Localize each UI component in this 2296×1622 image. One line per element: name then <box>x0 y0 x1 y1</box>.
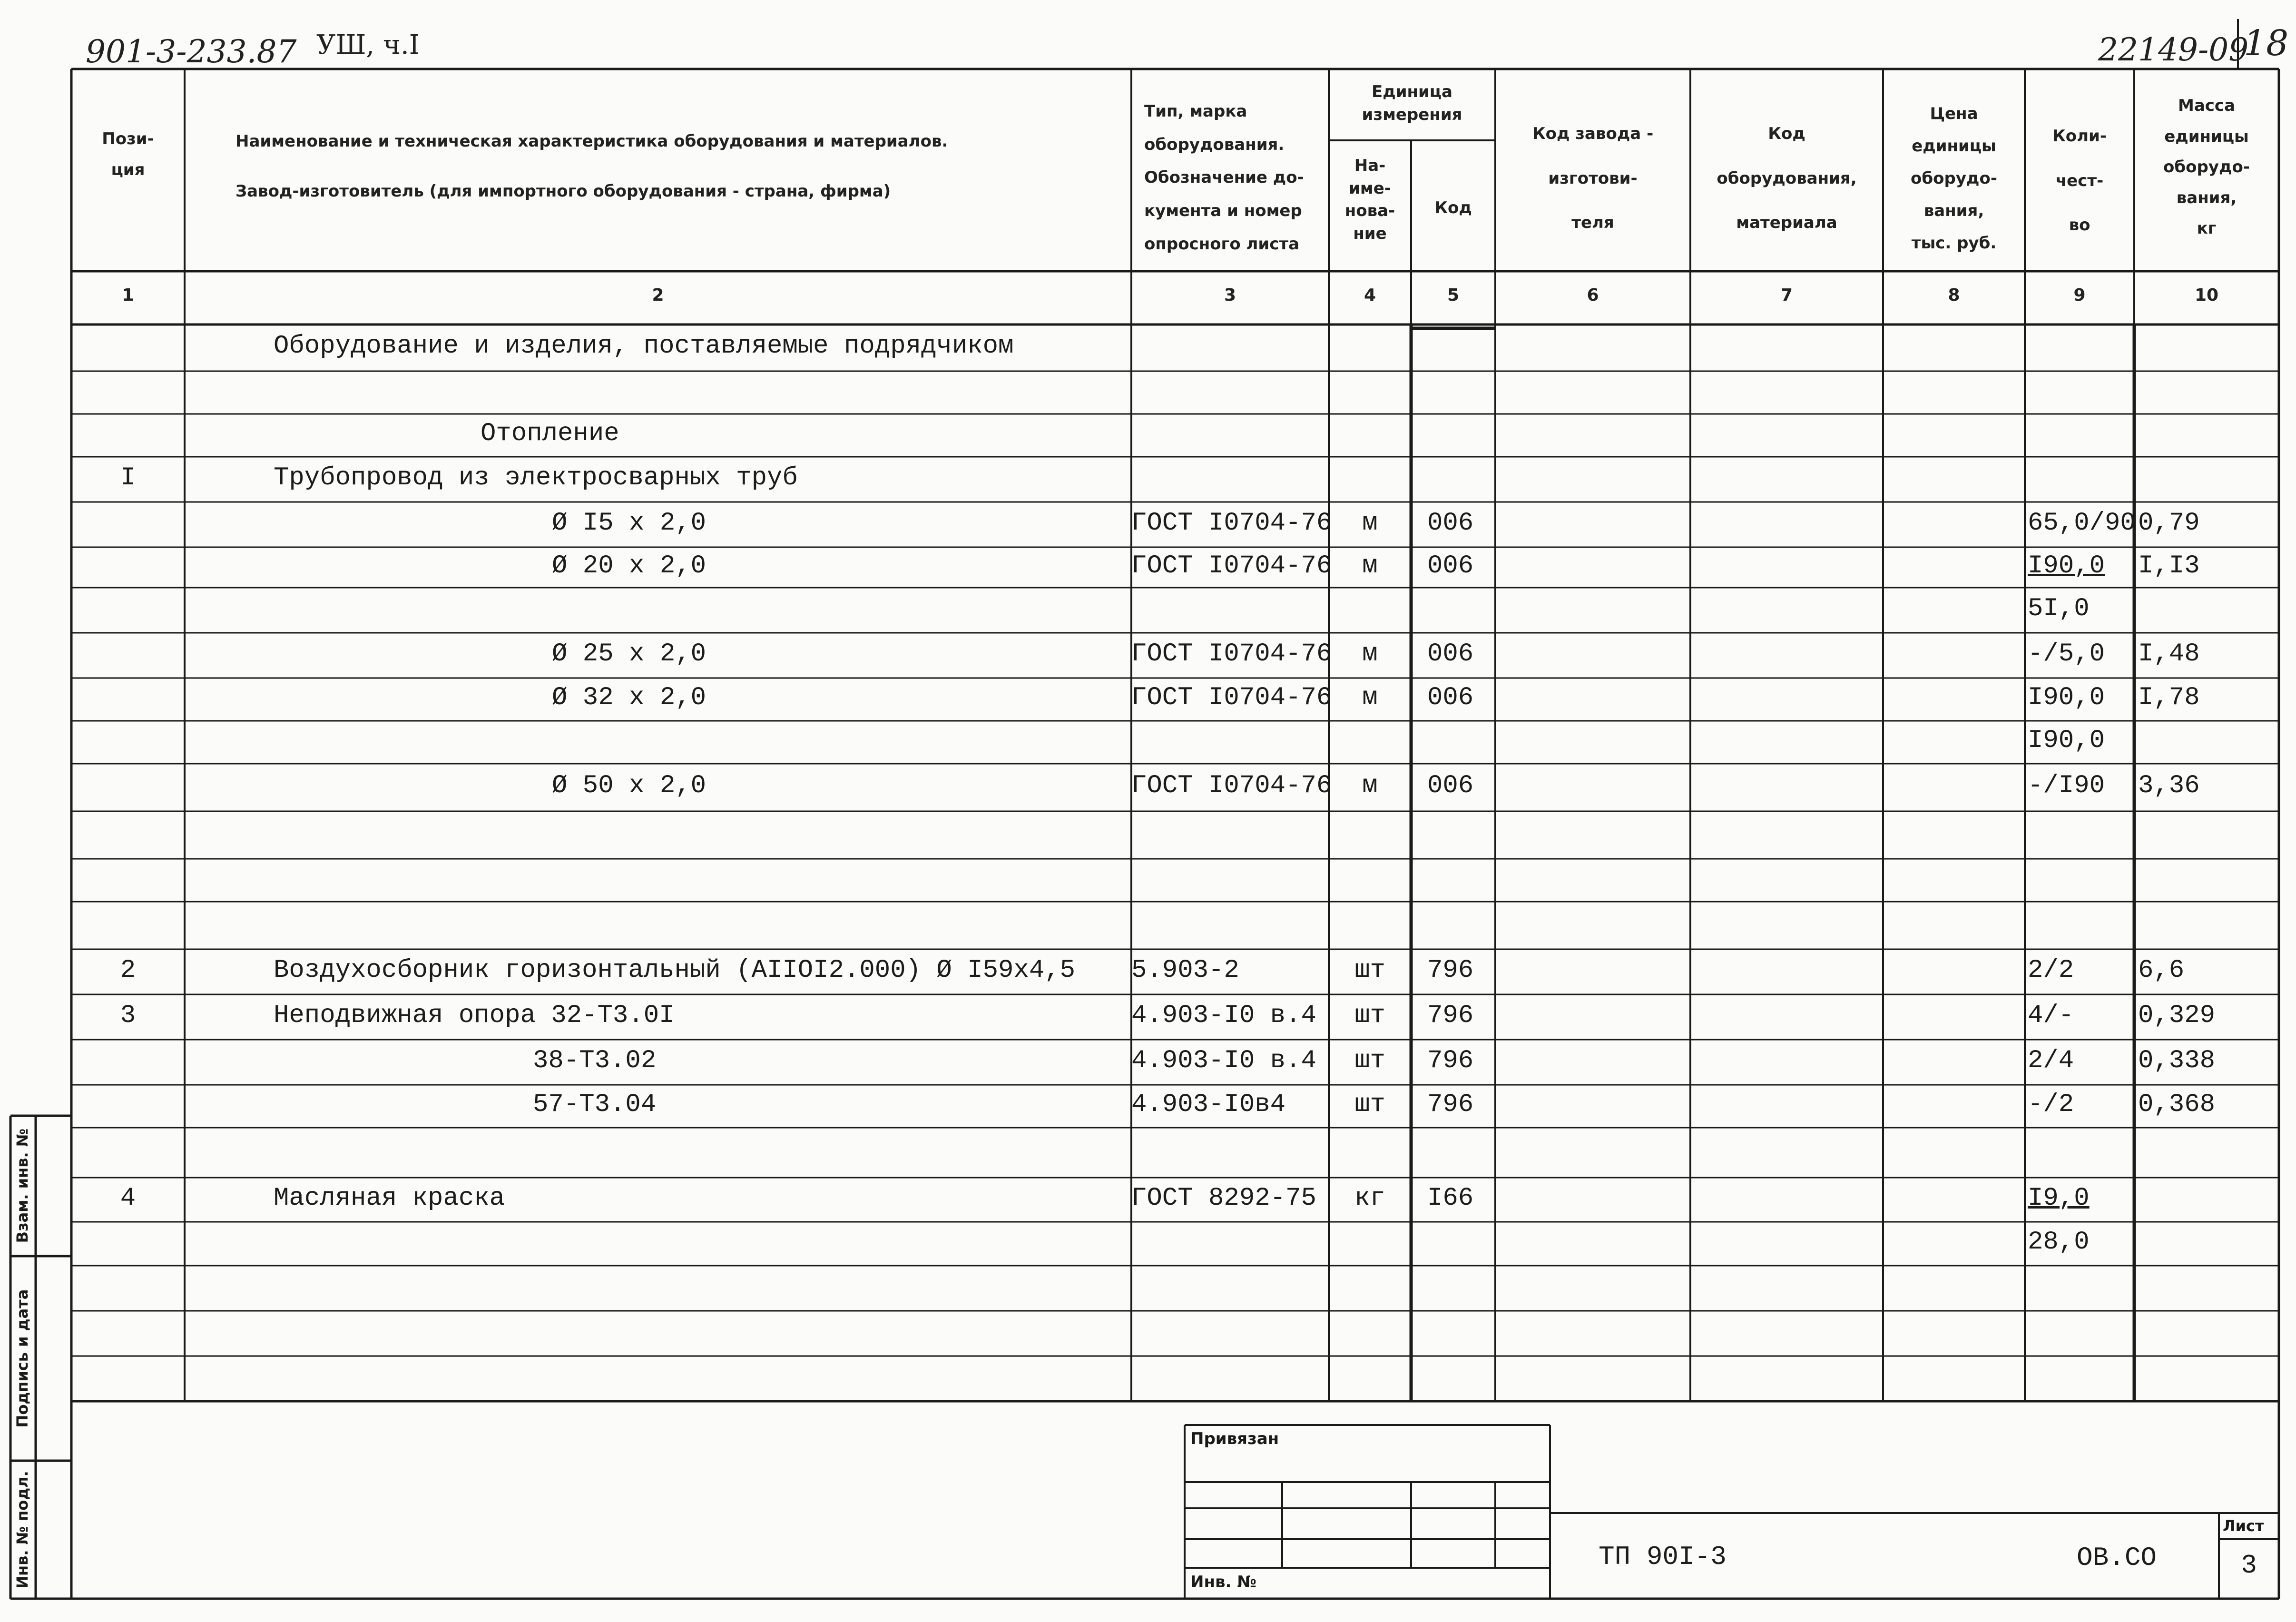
cell-unit: шт <box>1354 1046 1385 1075</box>
cell-name: Масляная краска <box>274 1183 505 1213</box>
cell-unit: шт <box>1354 1001 1385 1030</box>
cell-type: ГОСТ I0704-76 <box>1131 771 1332 800</box>
col-number: 3 <box>1224 285 1236 305</box>
volume-label: УШ, ч.I <box>316 29 420 60</box>
cell-mass: I,78 <box>2138 683 2200 712</box>
col-header-unit-mass: Масса единицы оборудо- вания, кг <box>2163 96 2250 238</box>
doc-code: 901-3-233.87 <box>86 33 297 70</box>
cell-name: 38-Т3.02 <box>533 1046 657 1075</box>
replace-inv-label: Взам. инв. № <box>13 1128 31 1243</box>
cell-name: Ø I5 x 2,0 <box>552 508 706 538</box>
cell-mass: 0,79 <box>2138 508 2200 538</box>
cell-unit: м <box>1362 551 1378 580</box>
cell-code: 796 <box>1427 1090 1474 1119</box>
col-number: 6 <box>1587 285 1599 305</box>
cell-name: Трубопровод из электросварных труб <box>274 463 798 492</box>
cell-name: Ø 25 x 2,0 <box>552 639 706 668</box>
cell-name: Отопление <box>481 419 619 448</box>
col-header-unit-code: Код <box>1434 198 1472 217</box>
cell-qty: 5I,0 <box>2028 594 2090 623</box>
cell-mass: 0,338 <box>2138 1046 2216 1075</box>
cell-name: Оборудование и изделия, поставляемые подрядчиком <box>274 332 1014 361</box>
cell-type: ГОСТ 8292-75 <box>1131 1183 1316 1213</box>
cell-code: 006 <box>1427 771 1474 800</box>
cell-mass: I,48 <box>2138 639 2200 668</box>
cell-type: 4.903-I0 в.4 <box>1131 1046 1316 1075</box>
col-header-equipment-code: Код оборудования, материала <box>1717 124 1857 232</box>
cell-mass: 3,36 <box>2138 771 2200 800</box>
signature-date-label: Подпись и дата <box>13 1289 31 1428</box>
col-header-type: Тип, марка оборудования. Обозначение до- кумента и номер опросного листа <box>1144 102 1304 254</box>
cell-code: 796 <box>1427 955 1474 985</box>
cell-mass: 0,368 <box>2138 1090 2216 1119</box>
cell-qty: 2/2 <box>2028 955 2074 985</box>
cell-pos: I <box>120 463 136 492</box>
col-number: 4 <box>1364 285 1376 305</box>
cell-type: 5.903-2 <box>1131 955 1239 985</box>
cell-type: 4.903-I0 в.4 <box>1131 1001 1316 1030</box>
cell-type: 4.903-I0в4 <box>1131 1090 1286 1119</box>
cell-unit: м <box>1362 771 1378 800</box>
cell-name: Ø 32 x 2,0 <box>552 683 706 712</box>
cell-type: ГОСТ I0704-76 <box>1131 551 1332 580</box>
cell-code: 006 <box>1427 639 1474 668</box>
corner-sheet-number: 18 <box>2244 23 2289 64</box>
cell-name: 57-Т3.04 <box>533 1090 657 1119</box>
cell-unit: шт <box>1354 1090 1385 1119</box>
cell-mass: I,I3 <box>2138 551 2200 580</box>
cell-unit: м <box>1362 683 1378 712</box>
cell-qty: 4/- <box>2028 1001 2074 1030</box>
cell-qty: I9,0 <box>2028 1183 2090 1213</box>
col-number: 5 <box>1447 285 1460 305</box>
bound-label: Привязан <box>1190 1429 1279 1448</box>
inv-number-label: Инв. № <box>1190 1573 1257 1592</box>
cell-qty: -/I90 <box>2028 771 2105 800</box>
cell-name: Неподвижная опора 32-Т3.0I <box>274 1001 675 1030</box>
cell-unit: м <box>1362 508 1378 538</box>
col-header-unit-name: На- име- нова- ние <box>1344 156 1395 243</box>
cell-qty: 2/4 <box>2028 1046 2074 1075</box>
cell-code: I66 <box>1427 1183 1474 1213</box>
cell-name: Воздухосборник горизонтальный (АIIОI2.000) Ø I59x4,5 <box>274 955 1076 985</box>
col-number: 10 <box>2194 285 2219 305</box>
col-number: 2 <box>652 285 664 305</box>
cell-code: 796 <box>1427 1046 1474 1075</box>
cell-unit: м <box>1362 639 1378 668</box>
archive-number: 22149-09 <box>2098 31 2249 68</box>
col-number: 7 <box>1780 285 1793 305</box>
col-number: 8 <box>1948 285 1960 305</box>
cell-type: ГОСТ I0704-76 <box>1131 683 1332 712</box>
cell-qty: 28,0 <box>2028 1228 2090 1257</box>
cell-qty: 65,0/90 <box>2028 508 2136 538</box>
original-inv-label: Инв. № подл. <box>13 1471 31 1589</box>
cell-code: 006 <box>1427 508 1474 538</box>
cell-qty: -/5,0 <box>2028 639 2105 668</box>
cell-qty: I90,0 <box>2028 683 2105 712</box>
cell-code: 006 <box>1427 683 1474 712</box>
sheet-number: 3 <box>2241 1550 2257 1581</box>
cell-pos: 2 <box>120 955 136 985</box>
cell-type: ГОСТ I0704-76 <box>1131 508 1332 538</box>
cell-qty: I90,0 <box>2028 551 2105 580</box>
cell-qty: -/2 <box>2028 1090 2074 1119</box>
col-header-name: Наименование и техническая характеристика оборудования и материалов. Завод-изготовитель (для импортного оборудования - страна, фирма) <box>235 132 948 201</box>
cell-unit: шт <box>1354 955 1385 985</box>
cell-code: 006 <box>1427 551 1474 580</box>
cell-pos: 3 <box>120 1001 136 1030</box>
cell-unit: кг <box>1354 1183 1385 1213</box>
cell-type: ГОСТ I0704-76 <box>1131 639 1332 668</box>
doc-designation: ТП 90I-3 <box>1599 1542 1727 1572</box>
col-header-unit-price: Цена единицы оборудо- вания, тыс. руб. <box>1911 104 1997 253</box>
cell-name: Ø 50 x 2,0 <box>552 771 706 800</box>
sheet-label: Лист <box>2223 1517 2264 1535</box>
col-header-quantity: Коли- чест- во <box>2052 127 2107 235</box>
col-number: 1 <box>122 285 134 305</box>
cell-name: Ø 20 x 2,0 <box>552 551 706 580</box>
col-header-position: Пози- ция <box>102 129 154 179</box>
col-number: 9 <box>2073 285 2086 305</box>
col-header-unit-group: Единица измерения <box>1362 82 1462 124</box>
cell-mass: 0,329 <box>2138 1001 2216 1030</box>
doc-suffix: ОВ.СО <box>2077 1543 2157 1573</box>
cell-mass: 6,6 <box>2138 955 2185 985</box>
cell-code: 796 <box>1427 1001 1474 1030</box>
cell-pos: 4 <box>120 1183 136 1213</box>
col-header-manufacturer-code: Код завода - изготови- теля <box>1532 124 1654 232</box>
cell-qty: I90,0 <box>2028 726 2105 755</box>
